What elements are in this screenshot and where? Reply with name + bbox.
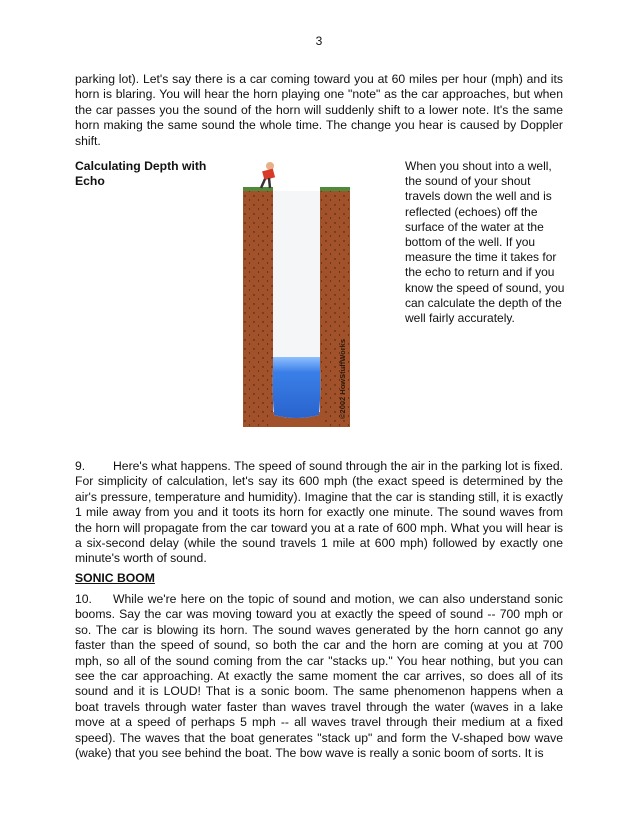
grass-left (243, 187, 273, 191)
paragraph-9-text: Here's what happens. The speed of sound through the air in the parking lot is fixed. For simplicity of calculation, let's say its 600 mph (the exact speed is determined by the air's pressure, temperature and humidity). Imagine that the car is standing still, it is exactly 1 mile away from you and it toots its horn for exactly one minute. The sound waves from the horn will propagate from the car toward you at a rate of 600 mph. What you will hear is a six-second delay (while the sound travels 1 mile at 600 mph) followed by exactly one minute's worth of sound. (75, 459, 563, 566)
figure-credit: ©2002 HowStuffWorks (338, 339, 347, 419)
grass-right (320, 187, 350, 191)
well-echo-illustration (243, 157, 350, 427)
paragraph-9 (75, 459, 563, 567)
paragraph-10 (75, 592, 563, 761)
well-water (273, 357, 321, 418)
intro-paragraph: parking lot). Let's say there is a car coming toward you at 60 miles per hour (mph) and its horn is blaring. You will hear the horn playing one "note" as the car approaches, but when the car passes you the sound of the horn will suddenly shift to a lower note. It's the same horn making the same sound the whole time. The change you hear is caused by Doppler shift. (75, 72, 563, 148)
section-heading-depth: Calculating Depth with Echo (75, 159, 207, 189)
section-heading-sonic-boom: SONIC BOOM (75, 571, 155, 585)
person-figure (261, 162, 275, 188)
paragraph-9-number: 9. (75, 459, 86, 473)
depth-side-text: When you shout into a well, the sound of your shout travels down the well and is reflected (echoes) off the surface of the water at the bottom of the well. If you measure the time it takes for the echo to return and if you know the speed of sound, you can calculate the depth of the well fairly accurately. (405, 159, 565, 326)
page-number: 3 (315, 34, 323, 48)
paragraph-10-number: 10. (75, 592, 92, 606)
paragraph-10-text: While we're here on the topic of sound and motion, we can also understand sonic booms. Say the car was moving toward you at exactly the speed of sound -- 700 mph or so. The car is blowing its horn. The sound waves generated by the horn cannot go any faster than the speed of sound, so both the car and the horn are coming at you at 700 mph, so all of the sound coming from the car "stacks up." You hear nothing, but you can see the car approaching. At exactly the same moment the car arrives, so does all of its sound and it is LOUD! That is a sonic boom. The same phenomenon happens when a boat travels through water faster than waves travel through the water (waves in a lake move at a speed of perhaps 5 mph -- all waves travel through their medium at a fixed speed). The waves that the boat generates "stack up" and form the V-shaped bow wave (wake) that you see behind the boat. The bow wave is really a sonic boom of sorts. It is (75, 592, 563, 761)
